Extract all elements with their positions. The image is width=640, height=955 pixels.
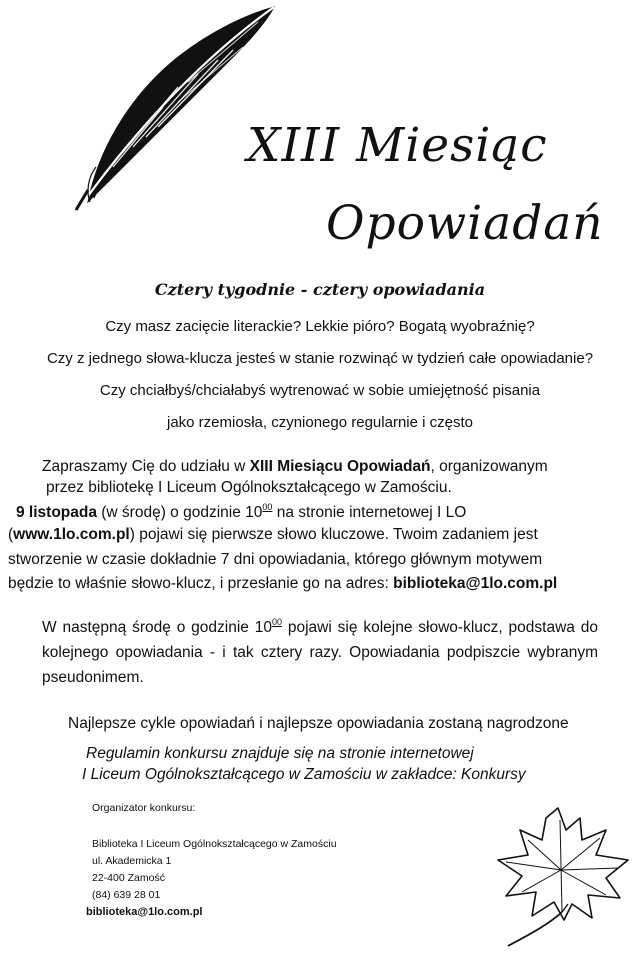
title-line-2: Opowiadań [326, 196, 604, 251]
rules-line-2: I Liceum Ogólnokształcącego w Zamościu w zakładce: Konkursy [82, 766, 526, 783]
website-link: www.1lo.com.pl [13, 526, 130, 543]
invite-line-3: 9 listopada (w środę) o godzinie $10^{00}$ na stronie internetowej I LO [16, 502, 467, 521]
invite-line-5: stworzenie w czasie dokładnie 7 dni opowiadania, którego głównym motywem [8, 551, 543, 568]
title-line-1: XIII Miesiąc [247, 118, 548, 173]
next-weeks-paragraph: W następną środę o godzinie $10^{00}$ pojawi się kolejne słowo-klucz, podstawa do kolejnego opowiadania - i tak cztery razy. Opowiadania podpiszcie wybranym pseudonimem. [42, 617, 598, 686]
start-date: 9 listopada [16, 504, 97, 521]
organizer-phone: (84) 639 28 01 [92, 889, 161, 901]
invite-line-1: Zapraszamy Cię do udziału w XIII Miesiącu Opowiadań, organizowanym [42, 458, 548, 475]
contact-email: biblioteka@1lo.com.pl [393, 575, 558, 592]
rules-line-1: Regulamin konkursu znajduje się na stronie internetowej [86, 745, 474, 762]
question-4: jako rzemiosła, czynionego regularnie i często [167, 414, 473, 431]
invite-line-4: (www.1lo.com.pl) pojawi się pierwsze słowo kluczowe. Twoim zadaniem jest [8, 526, 538, 543]
invite-line-6: będzie to właśnie słowo-klucz, i przesłanie go na adres: biblioteka@1lo.com.pl [8, 575, 558, 592]
quill-feather-icon [28, 2, 278, 212]
organizer-label: Organizator konkursu: [92, 802, 196, 814]
organizer-email: biblioteka@1lo.com.pl [86, 906, 203, 918]
organizer-street: ul. Akademicka 1 [92, 855, 172, 867]
organizer-name: Biblioteka I Liceum Ogólnokształcącego w Zamościu [92, 838, 337, 850]
question-1: Czy masz zacięcie literackie? Lekkie pióro? Bogatą wyobraźnię? [105, 318, 535, 335]
prize-note: Najlepsze cykle opowiadań i najlepsze opowiadania zostaną nagrodzone [68, 715, 569, 732]
event-name: XIII Miesiącu Opowiadań [249, 458, 431, 475]
subtitle: Cztery tygodnie - cztery opowiadania [154, 280, 486, 299]
invite-line-2: przez bibliotekę I Liceum Ogólnokształcącego w Zamościu. [46, 479, 452, 496]
maple-leaf-icon [488, 800, 638, 950]
organizer-city: 22-400 Zamość [92, 872, 165, 884]
question-2: Czy z jednego słowa-klucza jesteś w stanie rozwinąć w tydzień całe opowiadanie? [46, 350, 594, 367]
question-3: Czy chciałbyś/chciałabyś wytrenować w sobie umiejętność pisania [99, 382, 541, 399]
